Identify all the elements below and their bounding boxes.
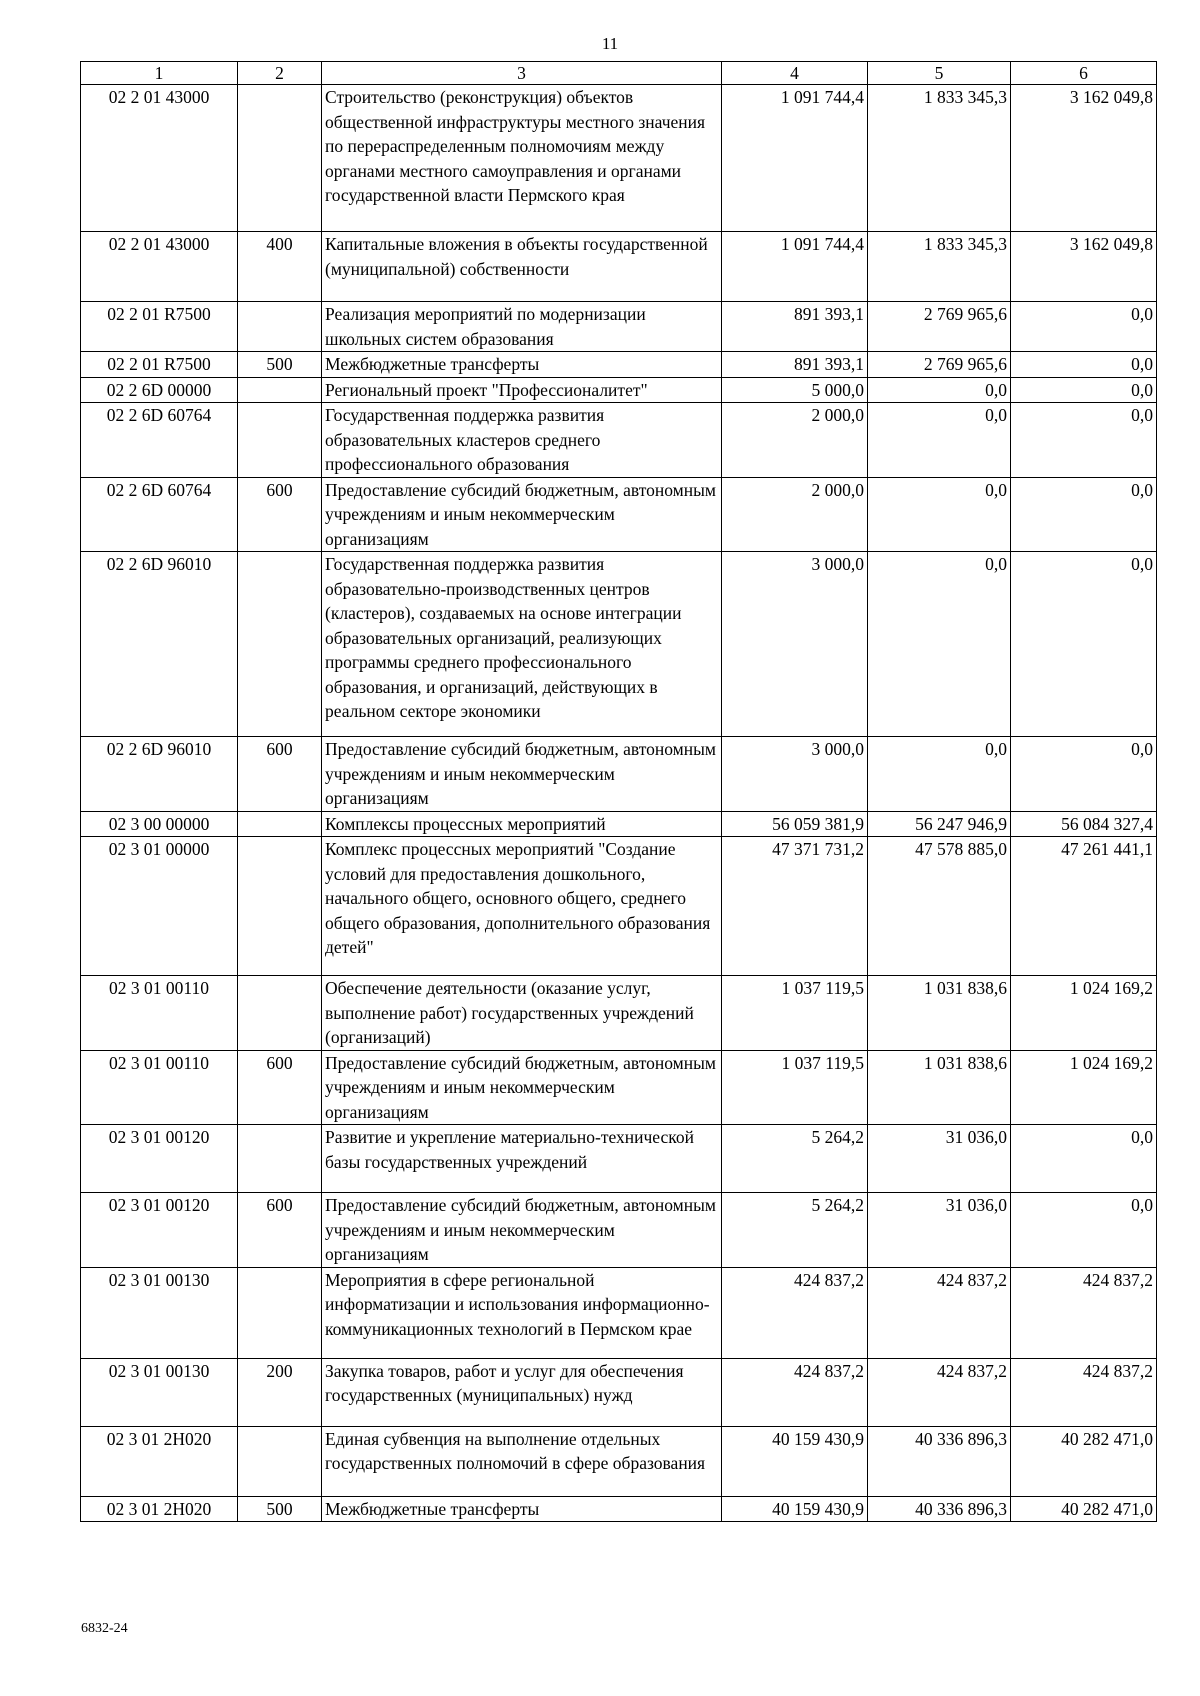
- cell-value-col4: 56 059 381,9: [722, 811, 868, 837]
- table-row: [81, 1496, 1157, 1522]
- table-row: [81, 352, 1157, 378]
- column-header-1: 1: [81, 62, 238, 85]
- cell-value-col6: 0,0: [1011, 352, 1157, 378]
- cell-expense-type: 600: [238, 477, 322, 552]
- table-row: [81, 837, 1157, 976]
- cell-value-col5: 0,0: [868, 403, 1011, 478]
- cell-value-col6: 0,0: [1011, 552, 1157, 737]
- cell-expense-type: [238, 976, 322, 1051]
- cell-expense-type: [238, 837, 322, 976]
- table-row: [81, 737, 1157, 812]
- cell-description: Закупка товаров, работ и услуг для обеспечения государственных (муниципальных) нужд: [322, 1358, 722, 1426]
- table-row: [81, 477, 1157, 552]
- cell-description: Обеспечение деятельности (оказание услуг, выполнение работ) государственных учреждений (организаций): [322, 976, 722, 1051]
- cell-code: 02 3 01 00110: [81, 976, 238, 1051]
- cell-code: 02 3 01 00110: [81, 1050, 238, 1125]
- cell-value-col6: 40 282 471,0: [1011, 1496, 1157, 1522]
- cell-code: 02 3 01 00120: [81, 1125, 238, 1193]
- cell-expense-type: 600: [238, 1050, 322, 1125]
- cell-value-col6: 40 282 471,0: [1011, 1426, 1157, 1496]
- cell-expense-type: 200: [238, 1358, 322, 1426]
- cell-expense-type: 500: [238, 352, 322, 378]
- table-header-row: [81, 62, 1157, 85]
- cell-value-col4: 1 091 744,4: [722, 232, 868, 302]
- column-header-2: 2: [238, 62, 322, 85]
- column-header-5: 5: [868, 62, 1011, 85]
- cell-description: Капитальные вложения в объекты государственной (муниципальной) собственности: [322, 232, 722, 302]
- cell-value-col5: 2 769 965,6: [868, 352, 1011, 378]
- table-row: [81, 1426, 1157, 1496]
- cell-code: 02 2 01 43000: [81, 85, 238, 232]
- cell-expense-type: [238, 85, 322, 232]
- cell-value-col5: 0,0: [868, 737, 1011, 812]
- cell-expense-type: 600: [238, 1193, 322, 1268]
- cell-value-col6: 3 162 049,8: [1011, 232, 1157, 302]
- cell-expense-type: [238, 377, 322, 403]
- cell-description: Единая субвенция на выполнение отдельных государственных полномочий в сфере образования: [322, 1426, 722, 1496]
- table-row: [81, 302, 1157, 352]
- cell-value-col5: 0,0: [868, 477, 1011, 552]
- cell-code: 02 2 01 R7500: [81, 302, 238, 352]
- cell-value-col6: 1 024 169,2: [1011, 1050, 1157, 1125]
- cell-description: Межбюджетные трансферты: [322, 1496, 722, 1522]
- table-row: [81, 1267, 1157, 1358]
- cell-description: Реализация мероприятий по модернизации школьных систем образования: [322, 302, 722, 352]
- cell-value-col5: 424 837,2: [868, 1358, 1011, 1426]
- cell-value-col4: 1 091 744,4: [722, 85, 868, 232]
- cell-code: 02 3 01 2Н020: [81, 1496, 238, 1522]
- cell-expense-type: [238, 811, 322, 837]
- table-row: [81, 1050, 1157, 1125]
- cell-value-col6: 0,0: [1011, 737, 1157, 812]
- cell-value-col6: 0,0: [1011, 477, 1157, 552]
- cell-value-col4: 3 000,0: [722, 552, 868, 737]
- cell-value-col4: 5 264,2: [722, 1125, 868, 1193]
- cell-value-col5: 47 578 885,0: [868, 837, 1011, 976]
- column-header-4: 4: [722, 62, 868, 85]
- cell-value-col5: 1 833 345,3: [868, 85, 1011, 232]
- column-header-6: 6: [1011, 62, 1157, 85]
- cell-expense-type: 500: [238, 1496, 322, 1522]
- document-code: 6832-24: [81, 1621, 128, 1636]
- cell-value-col6: 0,0: [1011, 403, 1157, 478]
- cell-code: 02 3 00 00000: [81, 811, 238, 837]
- cell-value-col4: 891 393,1: [722, 352, 868, 378]
- cell-expense-type: [238, 552, 322, 737]
- cell-description: Мероприятия в сфере региональной информатизации и использования информационно-коммуникационных технологий в Пермском крае: [322, 1267, 722, 1358]
- cell-description: Комплекс процессных мероприятий "Создание условий для предоставления дошкольного, начального общего, основного общего, среднего общего образования, дополнительного образования детей": [322, 837, 722, 976]
- cell-code: 02 2 01 R7500: [81, 352, 238, 378]
- cell-value-col5: 1 031 838,6: [868, 1050, 1011, 1125]
- cell-value-col6: 0,0: [1011, 377, 1157, 403]
- cell-expense-type: [238, 1426, 322, 1496]
- cell-code: 02 3 01 2Н020: [81, 1426, 238, 1496]
- cell-value-col4: 1 037 119,5: [722, 1050, 868, 1125]
- table-row: [81, 232, 1157, 302]
- cell-value-col5: 40 336 896,3: [868, 1496, 1011, 1522]
- cell-value-col5: 0,0: [868, 552, 1011, 737]
- cell-code: 02 2 6D 60764: [81, 477, 238, 552]
- cell-expense-type: [238, 1267, 322, 1358]
- cell-value-col4: 2 000,0: [722, 477, 868, 552]
- cell-expense-type: [238, 1125, 322, 1193]
- cell-value-col6: 0,0: [1011, 1125, 1157, 1193]
- cell-value-col4: 3 000,0: [722, 737, 868, 812]
- cell-description: Комплексы процессных мероприятий: [322, 811, 722, 837]
- cell-value-col4: 2 000,0: [722, 403, 868, 478]
- cell-description: Региональный проект "Профессионалитет": [322, 377, 722, 403]
- cell-code: 02 3 01 00130: [81, 1358, 238, 1426]
- table-row: [81, 552, 1157, 737]
- cell-value-col6: 56 084 327,4: [1011, 811, 1157, 837]
- cell-code: 02 2 6D 00000: [81, 377, 238, 403]
- cell-description: Развитие и укрепление материально-технической базы государственных учреждений: [322, 1125, 722, 1193]
- table-row: [81, 1193, 1157, 1268]
- cell-value-col4: 424 837,2: [722, 1358, 868, 1426]
- cell-expense-type: [238, 302, 322, 352]
- table-row: [81, 976, 1157, 1051]
- cell-value-col4: 40 159 430,9: [722, 1496, 868, 1522]
- cell-value-col6: 424 837,2: [1011, 1267, 1157, 1358]
- table-row: [81, 1358, 1157, 1426]
- cell-value-col6: 0,0: [1011, 1193, 1157, 1268]
- cell-description: Межбюджетные трансферты: [322, 352, 722, 378]
- page-number: 11: [601, 34, 619, 53]
- cell-value-col5: 2 769 965,6: [868, 302, 1011, 352]
- cell-value-col4: 47 371 731,2: [722, 837, 868, 976]
- cell-expense-type: 600: [238, 737, 322, 812]
- cell-value-col6: 0,0: [1011, 302, 1157, 352]
- cell-expense-type: 400: [238, 232, 322, 302]
- cell-code: 02 3 01 00120: [81, 1193, 238, 1268]
- table-row: [81, 403, 1157, 478]
- cell-code: 02 2 6D 60764: [81, 403, 238, 478]
- table-row: [81, 377, 1157, 403]
- cell-value-col5: 1 031 838,6: [868, 976, 1011, 1051]
- cell-value-col6: 47 261 441,1: [1011, 837, 1157, 976]
- budget-table: [80, 61, 1157, 1522]
- cell-expense-type: [238, 403, 322, 478]
- cell-description: Государственная поддержка развития образовательных кластеров среднего профессионального образования: [322, 403, 722, 478]
- cell-value-col5: 31 036,0: [868, 1125, 1011, 1193]
- cell-description: Предоставление субсидий бюджетным, автономным учреждениям и иным некоммерческим организациям: [322, 1193, 722, 1268]
- cell-value-col5: 424 837,2: [868, 1267, 1011, 1358]
- cell-value-col4: 5 000,0: [722, 377, 868, 403]
- cell-value-col4: 40 159 430,9: [722, 1426, 868, 1496]
- cell-description: Предоставление субсидий бюджетным, автономным учреждениям и иным некоммерческим организациям: [322, 737, 722, 812]
- table-row: [81, 811, 1157, 837]
- cell-code: 02 2 6D 96010: [81, 552, 238, 737]
- cell-description: Строительство (реконструкция) объектов общественной инфраструктуры местного значения по перераспределенным полномочиям между органами местного самоуправления и органами государственной власти Пермского края: [322, 85, 722, 232]
- cell-value-col6: 424 837,2: [1011, 1358, 1157, 1426]
- column-header-3: 3: [322, 62, 722, 85]
- cell-value-col4: 891 393,1: [722, 302, 868, 352]
- table-row: [81, 1125, 1157, 1193]
- cell-value-col5: 40 336 896,3: [868, 1426, 1011, 1496]
- cell-value-col5: 31 036,0: [868, 1193, 1011, 1268]
- cell-value-col5: 0,0: [868, 377, 1011, 403]
- cell-code: 02 2 01 43000: [81, 232, 238, 302]
- cell-description: Государственная поддержка развития образовательно-производственных центров (кластеров), создаваемых на основе интеграции образовательных организаций, реализующих программы среднего профессионального образования, и организаций, действующих в реальном секторе экономики: [322, 552, 722, 737]
- cell-value-col4: 5 264,2: [722, 1193, 868, 1268]
- cell-value-col5: 56 247 946,9: [868, 811, 1011, 837]
- cell-description: Предоставление субсидий бюджетным, автономным учреждениям и иным некоммерческим организациям: [322, 1050, 722, 1125]
- cell-value-col4: 1 037 119,5: [722, 976, 868, 1051]
- cell-code: 02 2 6D 96010: [81, 737, 238, 812]
- cell-value-col6: 1 024 169,2: [1011, 976, 1157, 1051]
- cell-description: Предоставление субсидий бюджетным, автономным учреждениям и иным некоммерческим организациям: [322, 477, 722, 552]
- cell-value-col6: 3 162 049,8: [1011, 85, 1157, 232]
- table-row: [81, 85, 1157, 232]
- cell-code: 02 3 01 00130: [81, 1267, 238, 1358]
- cell-value-col4: 424 837,2: [722, 1267, 868, 1358]
- cell-code: 02 3 01 00000: [81, 837, 238, 976]
- cell-value-col5: 1 833 345,3: [868, 232, 1011, 302]
